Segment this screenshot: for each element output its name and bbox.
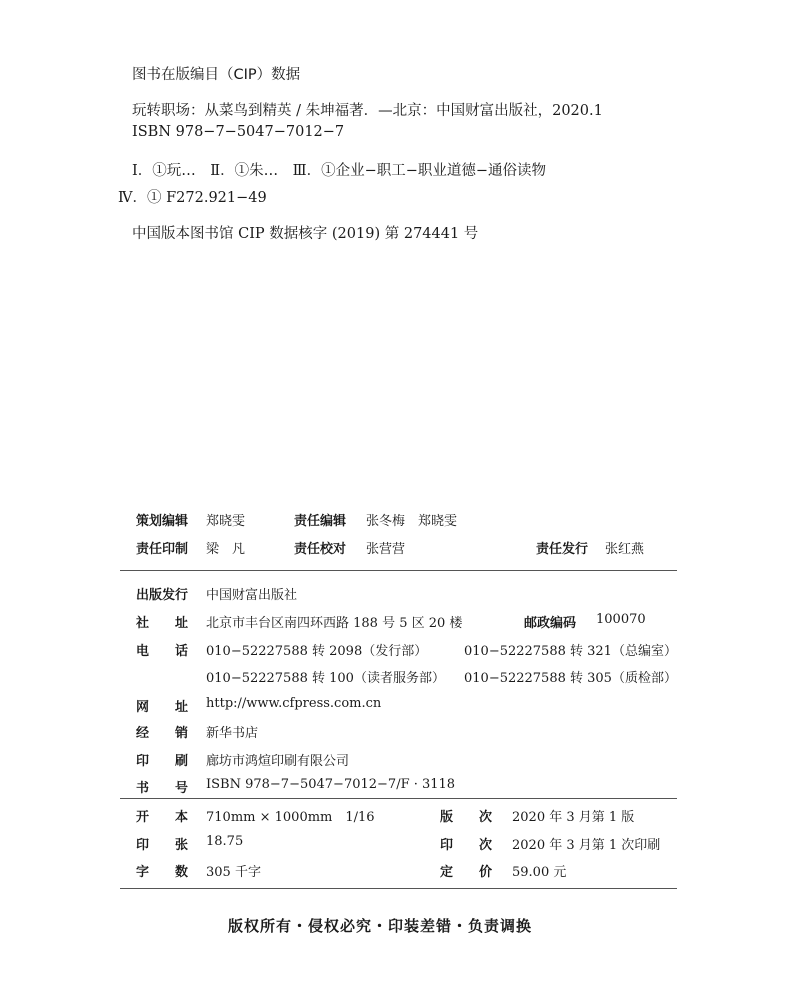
- seller-label: 经 销: [136, 726, 189, 741]
- cip-record-number: 中国版本图书馆 CIP 数据核字 (2019) 第 274441 号: [132, 226, 479, 242]
- copyright-notice: 版权所有・侵权必究・印装差错・负责调换: [228, 917, 533, 935]
- divider-middle: [120, 798, 677, 799]
- seller: 新华书店: [206, 726, 259, 741]
- format-label: 开 本: [136, 810, 189, 825]
- publisher-label: 出版发行: [136, 588, 189, 603]
- edition-label: 版 次: [440, 810, 493, 825]
- cip-title: 图书在版编目（CIP）数据: [132, 67, 301, 83]
- printer: 廊坊市鸿煊印刷有限公司: [206, 754, 350, 769]
- sheets-label: 印 张: [136, 838, 189, 853]
- website: http://www.cfpress.com.cn: [206, 696, 382, 711]
- proofreader-label: 责任校对: [294, 542, 347, 557]
- divider-top: [120, 570, 677, 571]
- publisher: 中国财富出版社: [206, 588, 298, 603]
- phone-distribution: 010−52227588 转 2098（发行部）: [206, 644, 428, 659]
- distribution-label: 责任发行: [536, 542, 589, 557]
- phone-quality: 010−52227588 转 305（质检部）: [464, 671, 677, 686]
- postcode: 100070: [596, 612, 646, 627]
- price: 59.00 元: [512, 865, 567, 880]
- address-label: 社 址: [136, 616, 189, 631]
- print-supervisor-label: 责任印制: [136, 542, 189, 557]
- book-number: ISBN 978−7−5047−7012−7/F · 3118: [206, 777, 456, 792]
- planning-editor-label: 策划编辑: [136, 514, 189, 529]
- cip-classification-number: Ⅳ．① F272.921−49: [118, 190, 267, 206]
- phone-label: 电 话: [136, 644, 189, 659]
- responsible-editor-label: 责任编辑: [294, 514, 347, 529]
- proofreader: 张营营: [366, 542, 406, 557]
- phone-reader-service: 010−52227588 转 100（读者服务部）: [206, 671, 445, 686]
- cip-classification: Ⅰ．①玩… Ⅱ．①朱… Ⅲ．①企业−职工−职业道德−通俗读物: [132, 163, 547, 179]
- cip-isbn: ISBN 978−7−5047−7012−7: [132, 124, 345, 140]
- phone-chief-editor: 010−52227588 转 321（总编室）: [464, 644, 677, 659]
- website-label: 网 址: [136, 700, 189, 715]
- printer-label: 印 刷: [136, 754, 189, 769]
- responsible-editor: 张冬梅 郑晓雯: [366, 514, 458, 529]
- printing-label: 印 次: [440, 838, 493, 853]
- format: 710mm × 1000mm 1/16: [206, 810, 375, 825]
- word-count-label: 字 数: [136, 865, 189, 880]
- sheets: 18.75: [206, 834, 244, 849]
- printing: 2020 年 3 月第 1 次印刷: [512, 838, 661, 853]
- distribution: 张红燕: [605, 542, 645, 557]
- divider-bottom: [120, 888, 677, 889]
- planning-editor: 郑晓雯: [206, 514, 246, 529]
- price-label: 定 价: [440, 865, 493, 880]
- word-count: 305 千字: [206, 865, 261, 880]
- print-supervisor: 梁 凡: [206, 542, 246, 557]
- book-number-label: 书 号: [136, 781, 189, 796]
- edition: 2020 年 3 月第 1 版: [512, 810, 635, 825]
- cip-description: 玩转职场：从菜鸟到精英 / 朱坤福著．—北京：中国财富出版社，2020.1: [132, 103, 603, 119]
- postcode-label: 邮政编码: [524, 616, 577, 631]
- address: 北京市丰台区南四环西路 188 号 5 区 20 楼: [206, 616, 463, 631]
